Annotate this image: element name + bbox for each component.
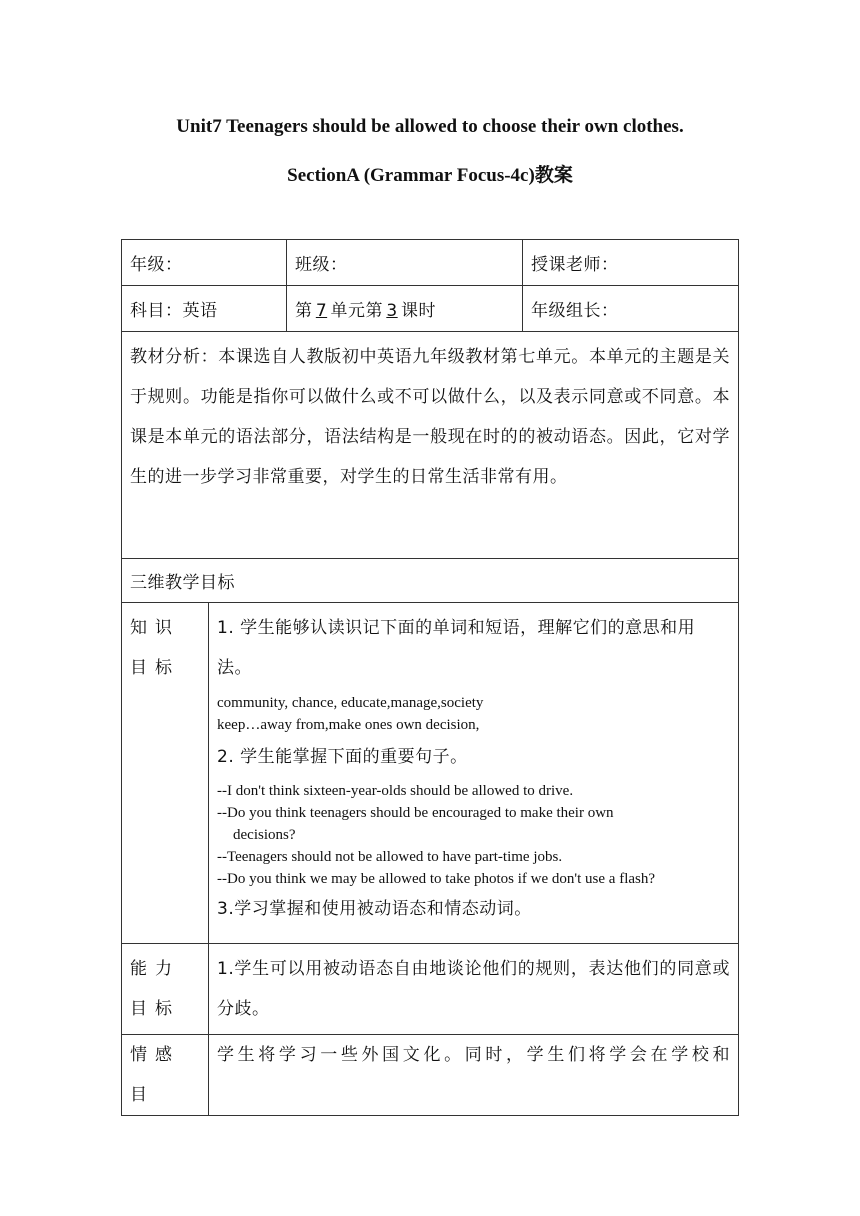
- ability-label-cell: [122, 944, 209, 1035]
- vocab-line-2: keep…away from,make ones own decision,: [217, 717, 480, 733]
- leader-label: 年级组长：: [531, 301, 619, 321]
- lesson-plan-table: [121, 239, 739, 1116]
- emotion-label: 情感目: [130, 1045, 180, 1105]
- analysis-text: 教材分析：本课选自人教版初中英语九年级教材第七单元。本单元的主题是关于规则。功能是指你可以做什么或不可以做什么，以及表示同意或不同意。本课是本单元的语法部分，语法结构是一般现在时的的被动语态。因此，它对学生的进一步学习非常重要，对学生的日常生活非常有用。: [130, 347, 730, 487]
- teacher-cell: [523, 240, 739, 286]
- unit-number: 7: [315, 301, 328, 321]
- sentence-item: --I don't think sixteen-year-olds should be allowed to drive.: [217, 783, 574, 799]
- document-subtitle: SectionA (Grammar Focus-4c)教案: [287, 165, 573, 186]
- emotion-content-cell: [209, 1035, 739, 1116]
- table-row: [122, 240, 739, 286]
- ability-label: 能力目标: [130, 959, 180, 1019]
- unit-middle: 单元第: [330, 301, 383, 321]
- table-row: [122, 559, 739, 603]
- table-row: [122, 332, 739, 559]
- lesson-number: 3: [386, 301, 398, 321]
- table-row: [122, 286, 739, 332]
- sentence-item: --Do you think teenagers should be encouraged to make their own: [217, 805, 614, 821]
- vocab-line-1: community, chance, educate,manage,society: [217, 695, 484, 711]
- sentence-item: --Do you think we may be allowed to take photos if we don't use a flash?: [217, 871, 656, 887]
- subject-label: 科目：英语: [130, 301, 218, 321]
- emotion-text: 学生将学习一些外国文化。同时，学生们将学会在学校和: [217, 1045, 730, 1065]
- analysis-cell: [122, 332, 739, 559]
- emotion-label-cell: [122, 1035, 209, 1116]
- objectives-heading-cell: [122, 559, 739, 603]
- teacher-label: 授课老师：: [531, 255, 619, 275]
- table-row: [122, 603, 739, 944]
- knowledge-point-1: 1. 学生能够认读识记下面的单词和短语，理解它们的意思和用法。: [217, 618, 696, 678]
- table-row: [122, 1035, 739, 1116]
- sentence-list: [217, 780, 730, 890]
- leader-cell: [523, 286, 739, 332]
- ability-text: 1.学生可以用被动语态自由地谈论他们的规则，表达他们的同意或分歧。: [217, 959, 730, 1019]
- knowledge-label-cell: [122, 603, 209, 944]
- document-title: Unit7 Teenagers should be allowed to choose their own clothes.: [176, 116, 684, 137]
- knowledge-point-2: 2. 学生能掌握下面的重要句子。: [217, 747, 468, 767]
- table-row: [122, 944, 739, 1035]
- class-cell: [287, 240, 523, 286]
- sentence-item: decisions?: [233, 827, 296, 843]
- subject-cell: [122, 286, 287, 332]
- grade-label: 年级：: [130, 255, 183, 275]
- sentence-item: --Teenagers should not be allowed to have part-time jobs.: [217, 849, 563, 865]
- class-label: 班级：: [295, 255, 348, 275]
- lesson-suffix: 课时: [401, 301, 436, 321]
- knowledge-point-3: 3.学习掌握和使用被动语态和情态动词。: [217, 899, 532, 919]
- unit-prefix: 第: [295, 301, 313, 321]
- unit-lesson-cell: [287, 286, 523, 332]
- knowledge-label: 知识目标: [130, 618, 180, 678]
- ability-content-cell: [209, 944, 739, 1035]
- objectives-heading: 三维教学目标: [130, 573, 235, 593]
- knowledge-content-cell: [209, 603, 739, 944]
- grade-cell: [122, 240, 287, 286]
